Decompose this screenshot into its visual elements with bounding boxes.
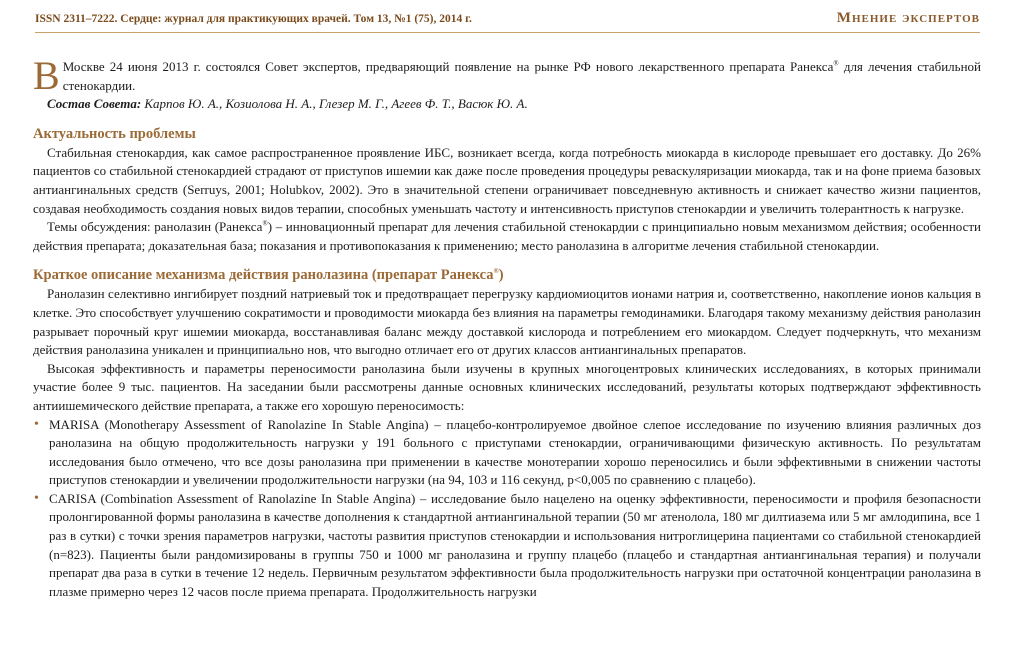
list-item-text: MARISA (Monotherapy Assessment of Ranolazine In Stable Angina) – плацебо-контролируемое двойное слепое исследование по изучению влияния различных доз ранолазина на общую продолжительность нагрузки у 191 больного с приступами стенокардии, ограничивающими физическую активность. По результатам исследования было отмечено, что все дозы ранолазина при применении в качестве монотерапии хорошо переносились и были эффективными в снижении частоты приступов стенокардии и увеличении продолжительности нагрузки (на 94, 103 и 116 секунд, p<0,005 по сравнению с плацебо). bbox=[49, 416, 981, 488]
list-item-carisa bbox=[33, 490, 981, 602]
council-label: Состав Совета: bbox=[47, 96, 142, 112]
paragraph-mechanism-2: Высокая эффективность и параметры переносимости ранолазина были изучены в крупных многоцентровых клинических исследованиях, в которых принимали участие более 9 тыс. пациентов. На заседании были рассмотрены данные основных клинических исследований, результаты которых подтверждают эффективность антиишемического действие препарата, а также его хорошую переносимость: bbox=[33, 360, 981, 413]
bullet-icon: • bbox=[34, 416, 39, 432]
paragraph-relevance-2 bbox=[33, 218, 981, 255]
section-heading-mechanism bbox=[33, 265, 981, 285]
list-item-marisa bbox=[33, 416, 981, 490]
bullet-icon: • bbox=[34, 490, 39, 506]
council-members: Карпов Ю. А., Козиолова Н. А., Глезер М. Г., Агеев Ф. Т., Васюк Ю. А. bbox=[141, 96, 528, 112]
registered-mark: ® bbox=[262, 219, 268, 228]
topics-text-before: Темы обсуждения: ранолазин (Ранекса bbox=[47, 219, 263, 235]
journal-citation: ISSN 2311–7222. Сердце: журнал для практикующих врачей. Том 13, №1 (75), 2014 г. bbox=[35, 13, 472, 25]
mechanism-title-after: ) bbox=[498, 267, 504, 284]
council-line bbox=[47, 95, 981, 114]
mechanism-title-before: Краткое описание механизма действия ранолазина (препарат Ранекса bbox=[33, 267, 494, 284]
article-body bbox=[33, 53, 982, 601]
paragraph-mechanism-1: Ранолазин селективно ингибирует поздний натриевый ток и предотвращает перегрузку кардиомиоцитов ионами натрия и, соответственно, накопление ионов кальция в клетке. Это способствует улучшению сократимости и проводимости миокарда без влияния на параметры гемодинамики. Благодаря такому механизму действия ранолазин разрывает порочный круг ишемии миокарда, восстанавливая баланс между доставкой кислорода и потреблением его миокардом. Следует подчеркнуть, что механизм действия ранолазина уникален и принципиально нов, что выгодно отличает его от других классов антиангинальных препаратов. bbox=[33, 286, 981, 358]
drop-cap: В bbox=[33, 53, 60, 98]
running-header bbox=[35, 10, 980, 33]
intro-paragraph bbox=[33, 53, 981, 98]
section-heading-relevance: Актуальность проблемы bbox=[33, 125, 196, 142]
registered-mark: ® bbox=[833, 59, 839, 68]
list-item-text: CARISA (Combination Assessment of Ranolazine In Stable Angina) – исследование было нацелено на оценку эффективности, переносимости и профиля безопасности пролонгированной формы ранолазина в качестве дополнения к стандартной антиангинальной терапии (50 мг атенолола, 180 мг дилтиазема или 5 мг амлодипина, все 1 раз в сутки) с точки зрения параметров нагрузки, частоты развития приступов стенокардии и использования нитроглицерина пациентами со стабильной стенокардией (n=823). Пациенты были рандомизированы в группы 750 и 1000 мг ранолазина и группу плацебо (плацебо и стандартная антиангинальная терапия) и получали препарат два раза в сутки в течение 12 недель. Первичным результатом эффективности была продолжительность нагрузки при остаточной концентрации ранолазина в плазме примерно через 12 часов после приема препарата. Продолжительность нагрузки bbox=[49, 490, 981, 599]
intro-text-before: Москве 24 июня 2013 г. состоялся Совет экспертов, предваряющий появление на рынке РФ нового лекарственного препарата Ранекса bbox=[62, 59, 834, 74]
paragraph-relevance-1: Стабильная стенокардия, как самое распространенное проявление ИБС, возникает всегда, когда потребность миокарда в кислороде превышает его доставку. До 26% пациентов со стабильной стенокардией страдают от приступов ишемии как даже после проведения процедуры реваскуляризации миокарда, так и на фоне приема базовых антиангинальных средств (Serruys, 2001; Holubkov, 2002). Это в значительной степени ограничивает повседневную активность и снижает качество жизни пациентов, создавая необходимость создания новых видов терапии, способных уменьшать частоту и интенсивность приступов стенокардии и увеличить толерантность к нагрузке. bbox=[33, 144, 981, 216]
topics-text-after: ) – инновационный препарат для лечения стабильной стенокардии с принципиально новым механизмом действия; особенности действия препарата; доказательная база; показания и противопоказания к применению; место ранолазина в алгоритме лечения стабильной стенокардии. bbox=[33, 219, 982, 253]
intro-text-after: для лечения стабильной стенокардии. bbox=[62, 59, 981, 93]
registered-mark: ® bbox=[493, 267, 499, 276]
section-label: Мнение экспертов bbox=[836, 10, 980, 26]
trial-list bbox=[33, 416, 981, 602]
